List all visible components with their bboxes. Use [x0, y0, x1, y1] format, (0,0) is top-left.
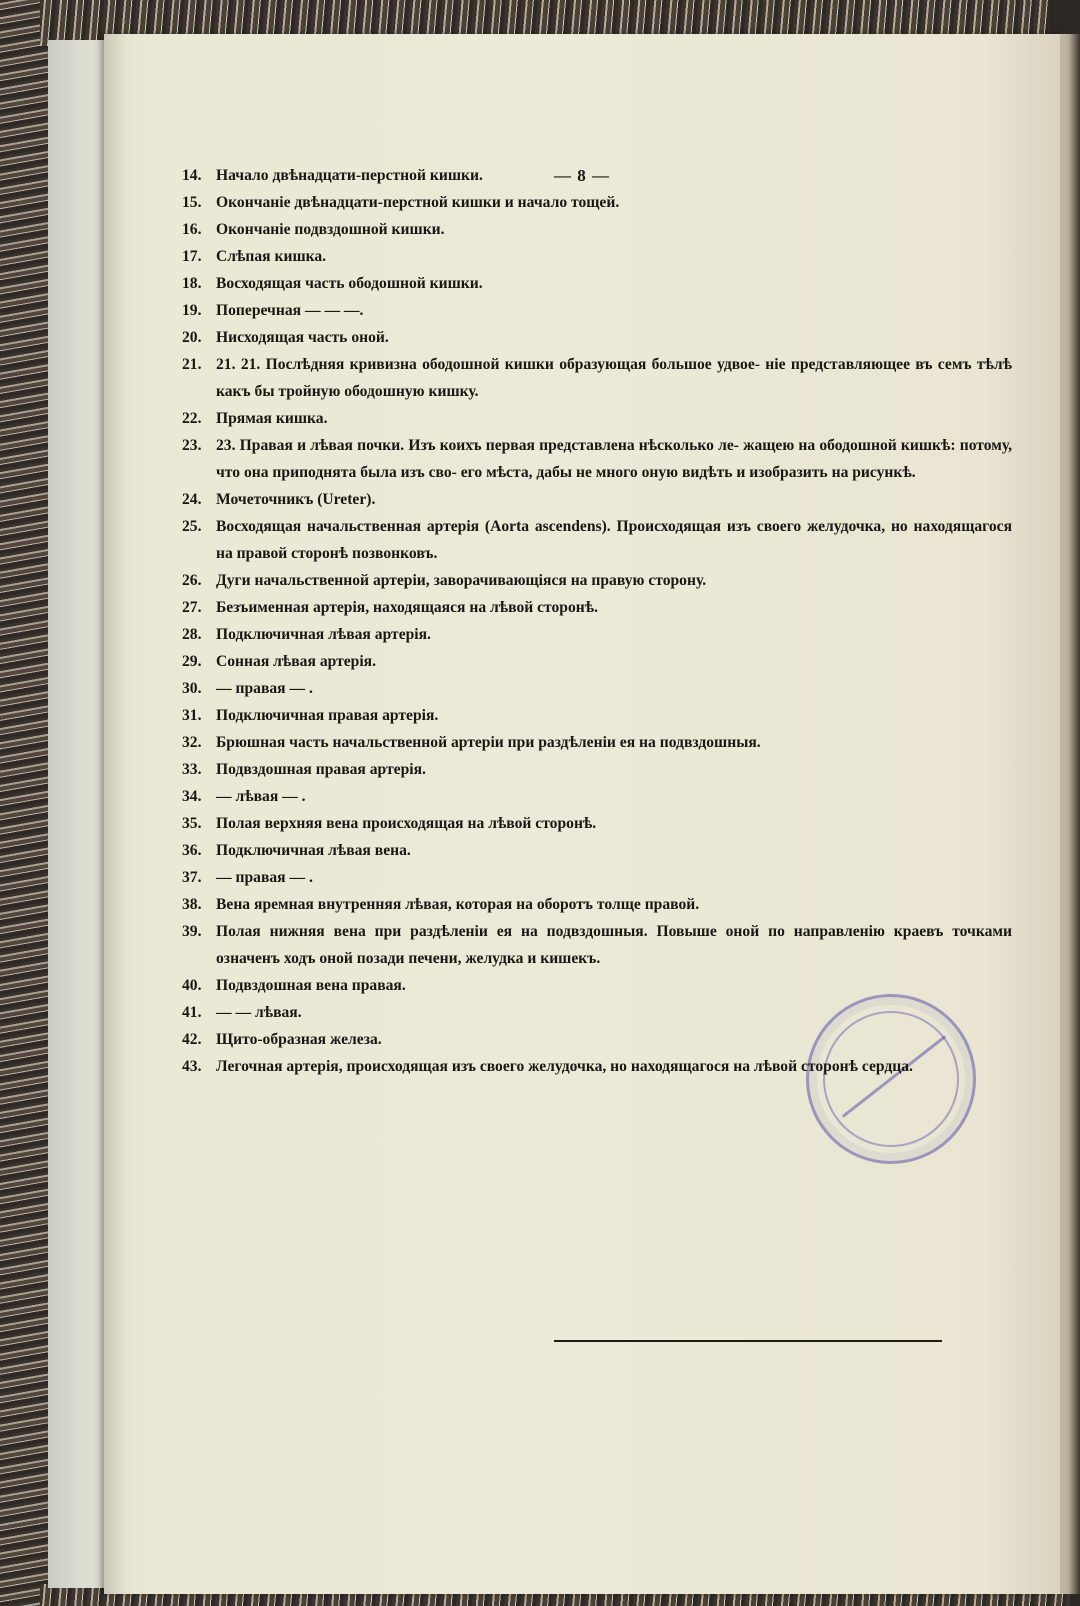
legend-entry	[182, 297, 1012, 324]
entry-text: — — лѣвая.	[216, 1004, 302, 1021]
entry-number: 16.	[182, 221, 202, 238]
entry-number: 18.	[182, 275, 202, 292]
entry-text: — правая — .	[216, 680, 313, 697]
entry-number: 26.	[182, 572, 202, 589]
entry-text: 23. Правая и лѣвая почки. Изъ коихъ первая представлена нѣсколько ле- жащею на ободошной кишкѣ: потому, что она приподнята была изъ сво- его мѣста, дабы не много оную видѣть и изобразить на рисункѣ.	[216, 437, 1012, 481]
legend-entry	[182, 1053, 1012, 1080]
entry-number: 36.	[182, 842, 202, 859]
entry-number: 14.	[182, 167, 202, 184]
entry-text: Полая верхняя вена происходящая на лѣвой сторонѣ.	[216, 815, 597, 832]
entry-text: Подвздошная вена правая.	[216, 977, 406, 994]
entry-text: Брюшная часть начальственной артеріи при раздѣленіи ея на подвздошныя.	[216, 734, 761, 751]
entry-text: Подвздошная правая артерія.	[216, 761, 426, 778]
legend-entry	[182, 810, 1012, 837]
entry-text: Дуги начальственной артеріи, заворачивающіяся на правую сторону.	[216, 572, 707, 589]
legend-entry	[182, 216, 1012, 243]
marbled-cover-left	[0, 0, 52, 1606]
legend-entry	[182, 1026, 1012, 1053]
entry-number: 21.	[182, 356, 202, 373]
entry-text: Начало двѣнадцати-перстной кишки.	[216, 167, 483, 184]
entry-number: 34.	[182, 788, 202, 805]
entry-text: Вена яремная внутренняя лѣвая, которая на оборотъ толще правой.	[216, 896, 700, 913]
entry-text: Безъименная артерія, находящаяся на лѣвой сторонѣ.	[216, 599, 599, 616]
page-number: — 8 —	[554, 166, 610, 185]
entry-text: — правая — .	[216, 869, 313, 886]
entry-text: Полая нижняя вена при раздѣленіи ея на подвздошныя. Повыше оной по направленію краевъ точками означенъ ходъ оной позади печени, желудка и кишекъ.	[216, 923, 1012, 967]
legend-entry	[182, 648, 1012, 675]
entry-number: 22.	[182, 410, 202, 427]
legend-entry	[182, 351, 1012, 405]
entry-number: 38.	[182, 896, 202, 913]
entry-number: 25.	[182, 518, 202, 535]
entry-text: Окончаніе подвздошной кишки.	[216, 221, 445, 238]
entry-text: Поперечная — — —.	[216, 302, 364, 319]
legend-entry	[182, 567, 1012, 594]
legend-entry	[182, 432, 1012, 486]
entry-text: Восходящая часть ободошной кишки.	[216, 275, 483, 292]
entry-number: 35.	[182, 815, 202, 832]
entry-text: Мочеточникъ (Ureter).	[216, 491, 376, 508]
entry-text: Прямая кишка.	[216, 410, 328, 427]
legend-entry	[182, 594, 1012, 621]
legend-entry	[182, 270, 1012, 297]
entry-number: 17.	[182, 248, 202, 265]
entry-number: 24.	[182, 491, 202, 508]
entry-number: 28.	[182, 626, 202, 643]
legend-entry	[182, 891, 1012, 918]
entry-text: Окончаніе двѣнадцати-перстной кишки и начало тощей.	[216, 194, 620, 211]
entry-text: Восходящая начальственная артерія (Aorta ascendens). Происходящая изъ своего желудочка, но находящагося на правой сторонѣ позвонковъ.	[216, 518, 1012, 562]
legend-entry	[182, 243, 1012, 270]
legend-entry	[182, 729, 1012, 756]
entry-number: 40.	[182, 977, 202, 994]
entry-number: 15.	[182, 194, 202, 211]
entry-number: 33.	[182, 761, 202, 778]
legend-entry	[182, 864, 1012, 891]
legend-entry	[182, 162, 1012, 189]
legend-entry	[182, 405, 1012, 432]
entry-text: Сонная лѣвая артерія.	[216, 653, 377, 670]
legend-entry	[182, 999, 1012, 1026]
legend-list	[182, 162, 1012, 1080]
entry-number: 29.	[182, 653, 202, 670]
entry-text: Нисходящая часть оной.	[216, 329, 389, 346]
entry-text: Подключичная лѣвая вена.	[216, 842, 411, 859]
entry-number: 37.	[182, 869, 202, 886]
entry-text: Слѣпая кишка.	[216, 248, 327, 265]
entry-text: Подключичная лѣвая артерія.	[216, 626, 431, 643]
legend-entry	[182, 702, 1012, 729]
legend-entry	[182, 513, 1012, 567]
entry-number: 20.	[182, 329, 202, 346]
entry-text: — лѣвая — .	[216, 788, 306, 805]
entry-number: 43.	[182, 1058, 202, 1075]
entry-number: 27.	[182, 599, 202, 616]
entry-text: Подключичная правая артерія.	[216, 707, 439, 724]
legend-entry	[182, 837, 1012, 864]
legend-entry	[182, 783, 1012, 810]
entry-text: Легочная артерія, происходящая изъ своего желудочка, но находящагося на лѣвой сторонѣ сердца.	[216, 1058, 913, 1075]
entry-text: 21. 21. Послѣдняя кривизна ободошной кишки образующая большое удвое- ніе представляющее въ семъ тѣлѣ какъ бы тройную ободошную кишку.	[216, 356, 1012, 400]
legend-entry	[182, 189, 1012, 216]
legend-entry	[182, 486, 1012, 513]
entry-number: 39.	[182, 923, 202, 940]
closing-rule	[554, 1340, 942, 1342]
entry-number: 23.	[182, 437, 202, 454]
legend-entry	[182, 621, 1012, 648]
entry-number: 42.	[182, 1031, 202, 1048]
entry-number: 41.	[182, 1004, 202, 1021]
legend-entry	[182, 918, 1012, 972]
entry-number: 32.	[182, 734, 202, 751]
legend-entry	[182, 756, 1012, 783]
legend-entry	[182, 324, 1012, 351]
entry-number: 19.	[182, 302, 202, 319]
legend-entry	[182, 675, 1012, 702]
entry-number: 31.	[182, 707, 202, 724]
entry-number: 30.	[182, 680, 202, 697]
legend-entry	[182, 972, 1012, 999]
entry-text: Щито-образная железа.	[216, 1031, 382, 1048]
